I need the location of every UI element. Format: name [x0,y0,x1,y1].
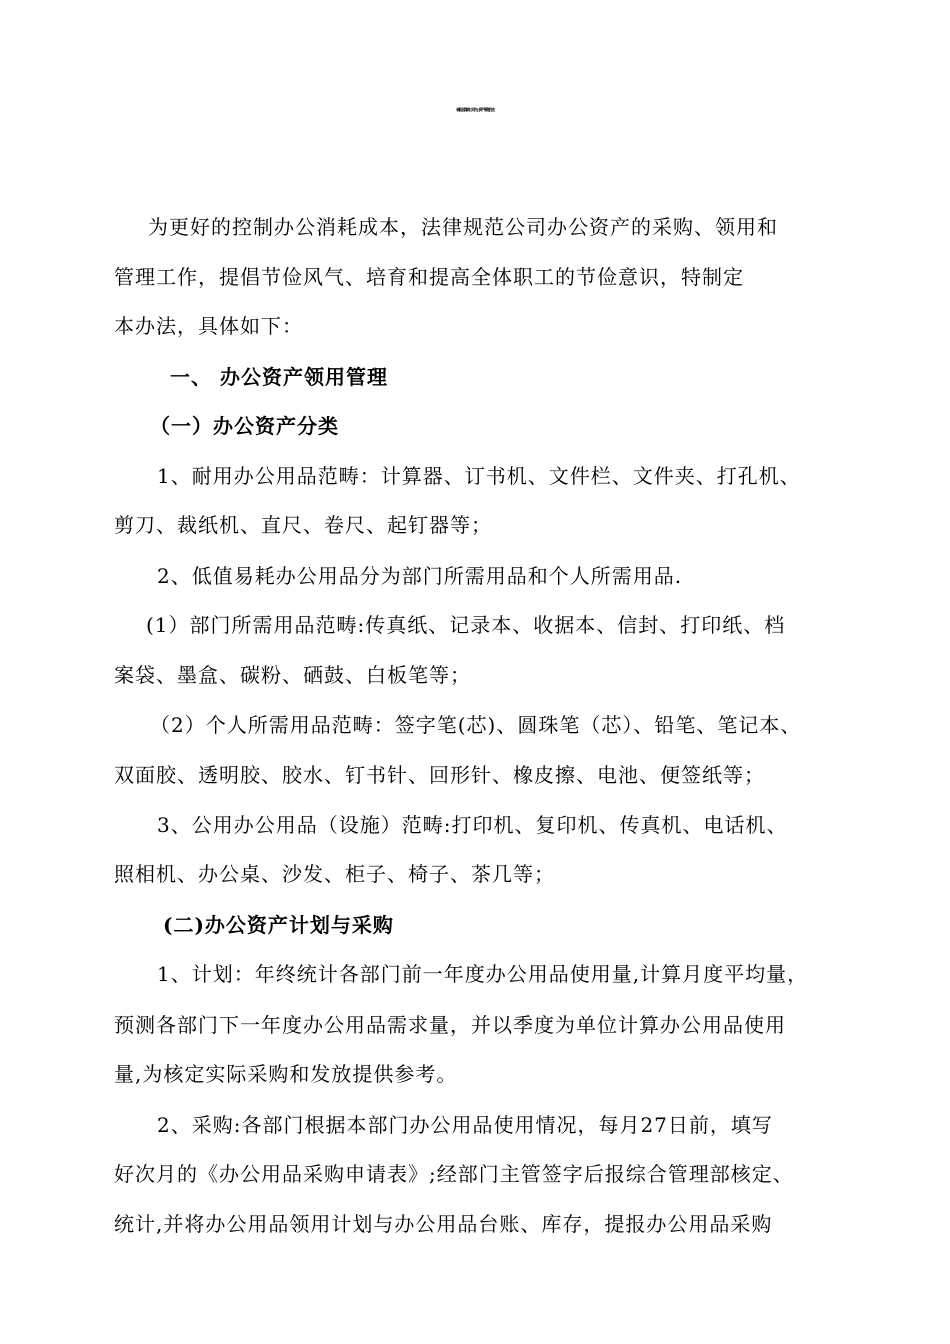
paragraph-item-3-line-1: 3、公用办公用品（设施）范畴:打印机、复印机、传真机、电话机、 [157,813,788,837]
paragraph-item-3-line-2: 照相机、办公桌、沙发、柜子、椅子、茶几等； [114,862,555,886]
paragraph-item-2-1-line-1: (1）部门所需用品范畴:传真纸、记录本、收据本、信封、打印纸、档 [146,613,786,637]
paragraph-item-2-1-line-2: 案袋、墨盒、碳粉、硒鼓、白板笔等； [114,663,471,687]
paragraph-plan-line-3: 量,为核定实际采购和发放提供参考。 [114,1062,458,1086]
paragraph-item-2: 2、低值易耗办公用品分为部门所需用品和个人所需用品. [157,564,683,588]
paragraph-item-2-2-line-2: 双面胶、透明胶、胶水、钉书针、回形针、橡皮擦、电池、便签纸等； [114,763,765,787]
paragraph-plan-line-1: 1、计划：年终统计各部门前一年度办公用品使用量,计算月度平均量， [157,962,809,986]
section-1-heading: 一、 办公资产领用管理 [170,365,388,389]
paragraph-purchase-line-1: 2、采购:各部门根据本部门办公用品使用情况，每月27日前，填写 [157,1113,773,1137]
paragraph-item-1-line-1: 1、耐用办公用品范畴：计算器、订书机、文件栏、文件夹、打孔机、 [157,464,801,488]
paragraph-item-1-line-2: 剪刀、裁纸机、直尺、卷尺、起钉器等； [114,513,492,537]
document-title: 榆阳区煤炭公司办公资产管理办法 [456,107,494,112]
intro-line-2: 管理工作，提倡节俭风气、培育和提高全体职工的节俭意识，特制定 [114,265,744,289]
paragraph-plan-line-2: 预测各部门下一年度办公用品需求量，并以季度为单位计算办公用品使用 [114,1013,786,1037]
intro-line-3: 本办法，具体如下： [114,314,303,338]
subsection-2-heading: (二)办公资产计划与采购 [163,913,394,937]
paragraph-purchase-line-3: 统计,并将办公用品领用计划与办公用品台账、库存，提报办公用品采购 [114,1212,773,1236]
paragraph-item-2-2-line-1: （2）个人所需用品范畴：签字笔(芯)、圆珠笔（芯）、铅笔、笔记本、 [150,713,802,737]
subsection-1-heading: （一）办公资产分类 [150,414,339,438]
intro-line-1: 为更好的控制办公消耗成本，法律规范公司办公资产的采购、领用和 [148,215,778,239]
paragraph-purchase-line-2: 好次月的《办公用品采购申请表》;经部门主管签字后报综合管理部核定、 [114,1162,794,1186]
